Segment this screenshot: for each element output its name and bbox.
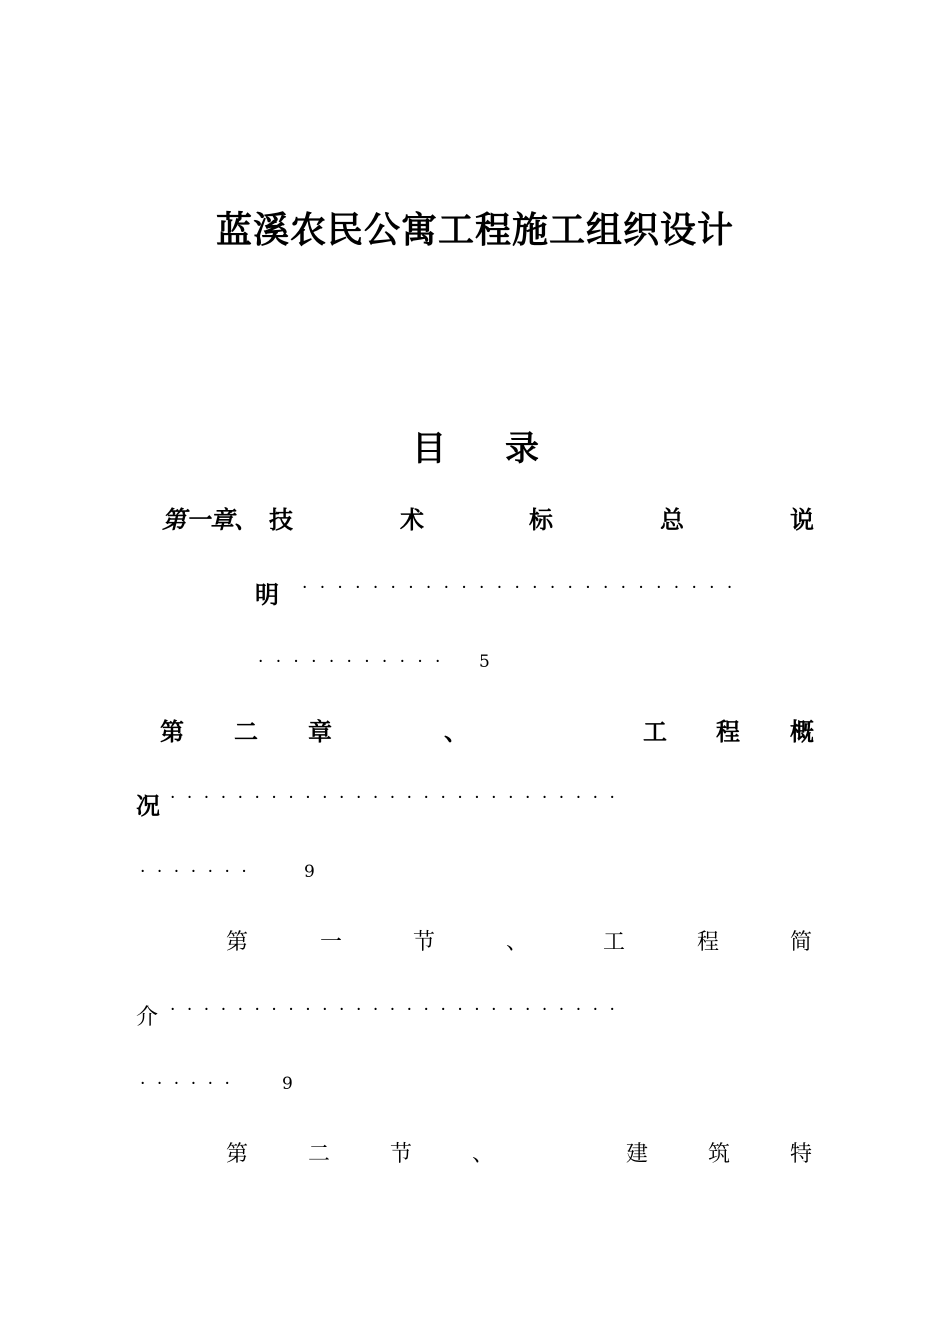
- toc-entry-text: 第一章、: [162, 505, 258, 534]
- toc-entry-text: 第: [226, 1142, 249, 1167]
- toc-entry-text: 第: [226, 930, 249, 955]
- toc-entry-text: 、: [506, 930, 529, 955]
- toc-entry-text: 筑: [708, 1142, 731, 1167]
- toc-page-number: 5: [479, 652, 490, 672]
- toc-entry-text: 二: [234, 717, 258, 746]
- toc-leader-dots: ···········: [258, 652, 453, 672]
- toc-entry-text: 节: [413, 930, 436, 955]
- toc-entry-text: 总: [660, 505, 684, 534]
- toc-entry-text: 程: [716, 717, 740, 746]
- toc-entry-text: 一: [320, 930, 343, 955]
- toc-entry-text: 简: [790, 930, 813, 955]
- toc-page-number: 9: [304, 862, 315, 882]
- toc-entry-text: 工: [643, 717, 667, 746]
- toc-heading-char-1: 目: [412, 429, 446, 469]
- toc-entry-text: 标: [529, 505, 553, 534]
- toc-leader-dots: ······: [140, 1074, 242, 1094]
- toc-entry-text: 况: [136, 791, 160, 820]
- document-title: 蓝溪农民公寓工程施工组织设计: [215, 209, 734, 251]
- toc-entry-text: 工: [603, 930, 626, 955]
- toc-entry-text: 技: [269, 505, 293, 534]
- toc-leader-dots: ···························: [170, 1000, 627, 1020]
- toc-page-number: 9: [282, 1074, 293, 1094]
- toc-leader-dots: ·························: [302, 578, 745, 598]
- toc-entry-text: 程: [697, 930, 720, 955]
- toc-entry-text: 建: [626, 1142, 649, 1167]
- toc-entry-text: 、: [444, 717, 468, 746]
- toc-entry-text: 说: [790, 505, 814, 534]
- toc-leader-dots: ···························: [170, 788, 627, 808]
- toc-entry-text: 二: [308, 1142, 331, 1167]
- toc-entry-text: 、: [472, 1142, 495, 1167]
- toc-heading-char-2: 录: [505, 429, 539, 469]
- toc-leader-dots: ·······: [140, 862, 259, 882]
- toc-entry-text: 概: [790, 717, 814, 746]
- toc-entry-text: 节: [390, 1142, 413, 1167]
- toc-entry-text: 术: [400, 505, 424, 534]
- toc-entry-text: 介: [136, 1005, 159, 1030]
- toc-entry-text: 第: [160, 717, 184, 746]
- toc-entry-text: 明: [255, 580, 279, 609]
- toc-entry-text: 章: [308, 717, 332, 746]
- toc-entry-text: 特: [790, 1142, 813, 1167]
